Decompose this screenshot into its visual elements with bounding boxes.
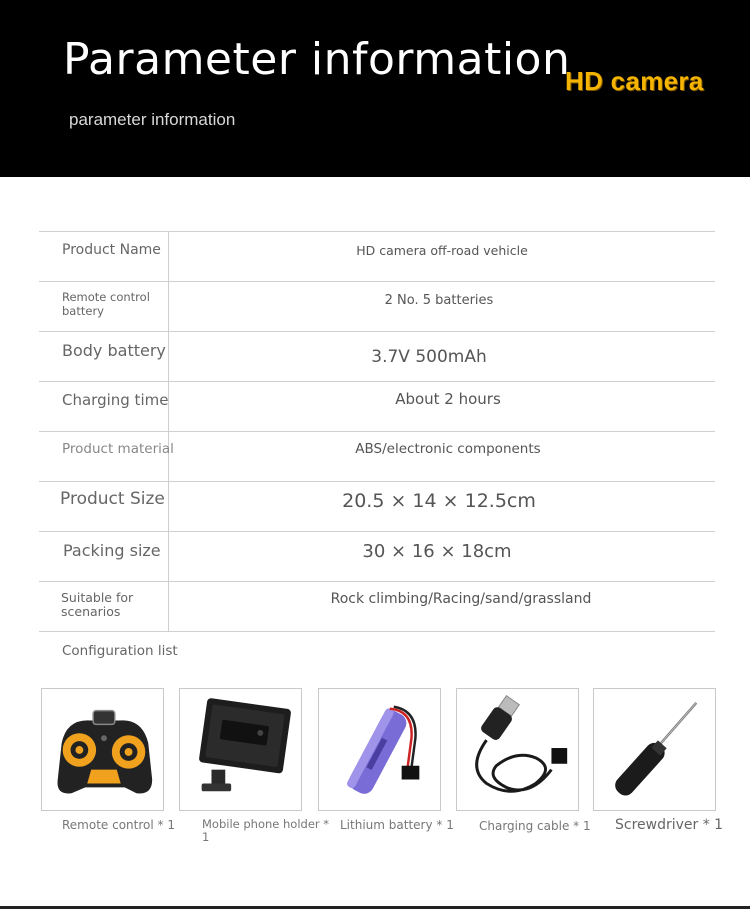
config-caption-remote-control: Remote control * 1 <box>62 818 175 832</box>
table-divider <box>39 331 715 332</box>
spec-label-material: Product material <box>62 441 174 457</box>
table-divider <box>39 231 715 232</box>
table-column-divider <box>168 232 169 631</box>
table-divider <box>39 481 715 482</box>
configuration-heading: Configuration list <box>62 643 178 659</box>
header-banner <box>0 0 750 177</box>
page-title: Parameter information <box>63 34 571 85</box>
config-item-phone-holder <box>179 688 302 811</box>
spec-label-body-battery: Body battery <box>62 341 166 360</box>
table-divider <box>39 531 715 532</box>
table-divider <box>39 581 715 582</box>
spec-value-body-battery: 3.7V 500mAh <box>371 347 487 367</box>
spec-value-remote-battery: 2 No. 5 batteries <box>384 293 494 308</box>
spec-value-scenarios: Rock climbing/Racing/sand/grassland <box>330 591 592 607</box>
config-item-screwdriver <box>593 688 716 811</box>
screwdriver-icon <box>594 689 715 810</box>
config-item-charging-cable <box>456 688 579 811</box>
table-divider <box>39 381 715 382</box>
config-item-lithium-battery <box>318 688 441 811</box>
spec-value-material: ABS/electronic components <box>355 441 541 457</box>
charging-cable-icon <box>457 689 578 810</box>
config-caption-lithium-battery: Lithium battery * 1 <box>340 818 454 832</box>
config-caption-phone-holder: Mobile phone holder * 1 <box>202 817 330 844</box>
spec-label-product-size: Product Size <box>60 489 165 509</box>
spec-value-charging-time: About 2 hours <box>395 390 501 408</box>
table-divider <box>39 431 715 432</box>
page-subtitle: parameter information <box>69 110 236 129</box>
config-caption-charging-cable: Charging cable * 1 <box>479 819 591 833</box>
hd-camera-badge: HD camera <box>565 66 704 96</box>
table-divider <box>39 631 715 632</box>
spec-value-product-size: 20.5 × 14 × 12.5cm <box>342 490 536 512</box>
spec-label-packing-size: Packing size <box>63 541 161 560</box>
spec-label-scenarios: Suitable for scenarios <box>61 590 134 619</box>
config-caption-screwdriver: Screwdriver * 1 <box>615 817 724 833</box>
spec-label-charging-time: Charging time <box>62 391 169 409</box>
lithium-battery-icon <box>319 689 440 810</box>
phone-holder-icon <box>180 689 301 810</box>
config-item-remote-control <box>41 688 164 811</box>
spec-value-product-name: HD camera off-road vehicle <box>356 243 528 258</box>
spec-label-product-name: Product Name <box>62 242 161 258</box>
spec-value-packing-size: 30 × 16 × 18cm <box>362 541 512 562</box>
table-divider <box>39 281 715 282</box>
spec-label-remote-battery: Remote control battery <box>62 290 150 318</box>
remote-control-icon <box>42 689 163 810</box>
